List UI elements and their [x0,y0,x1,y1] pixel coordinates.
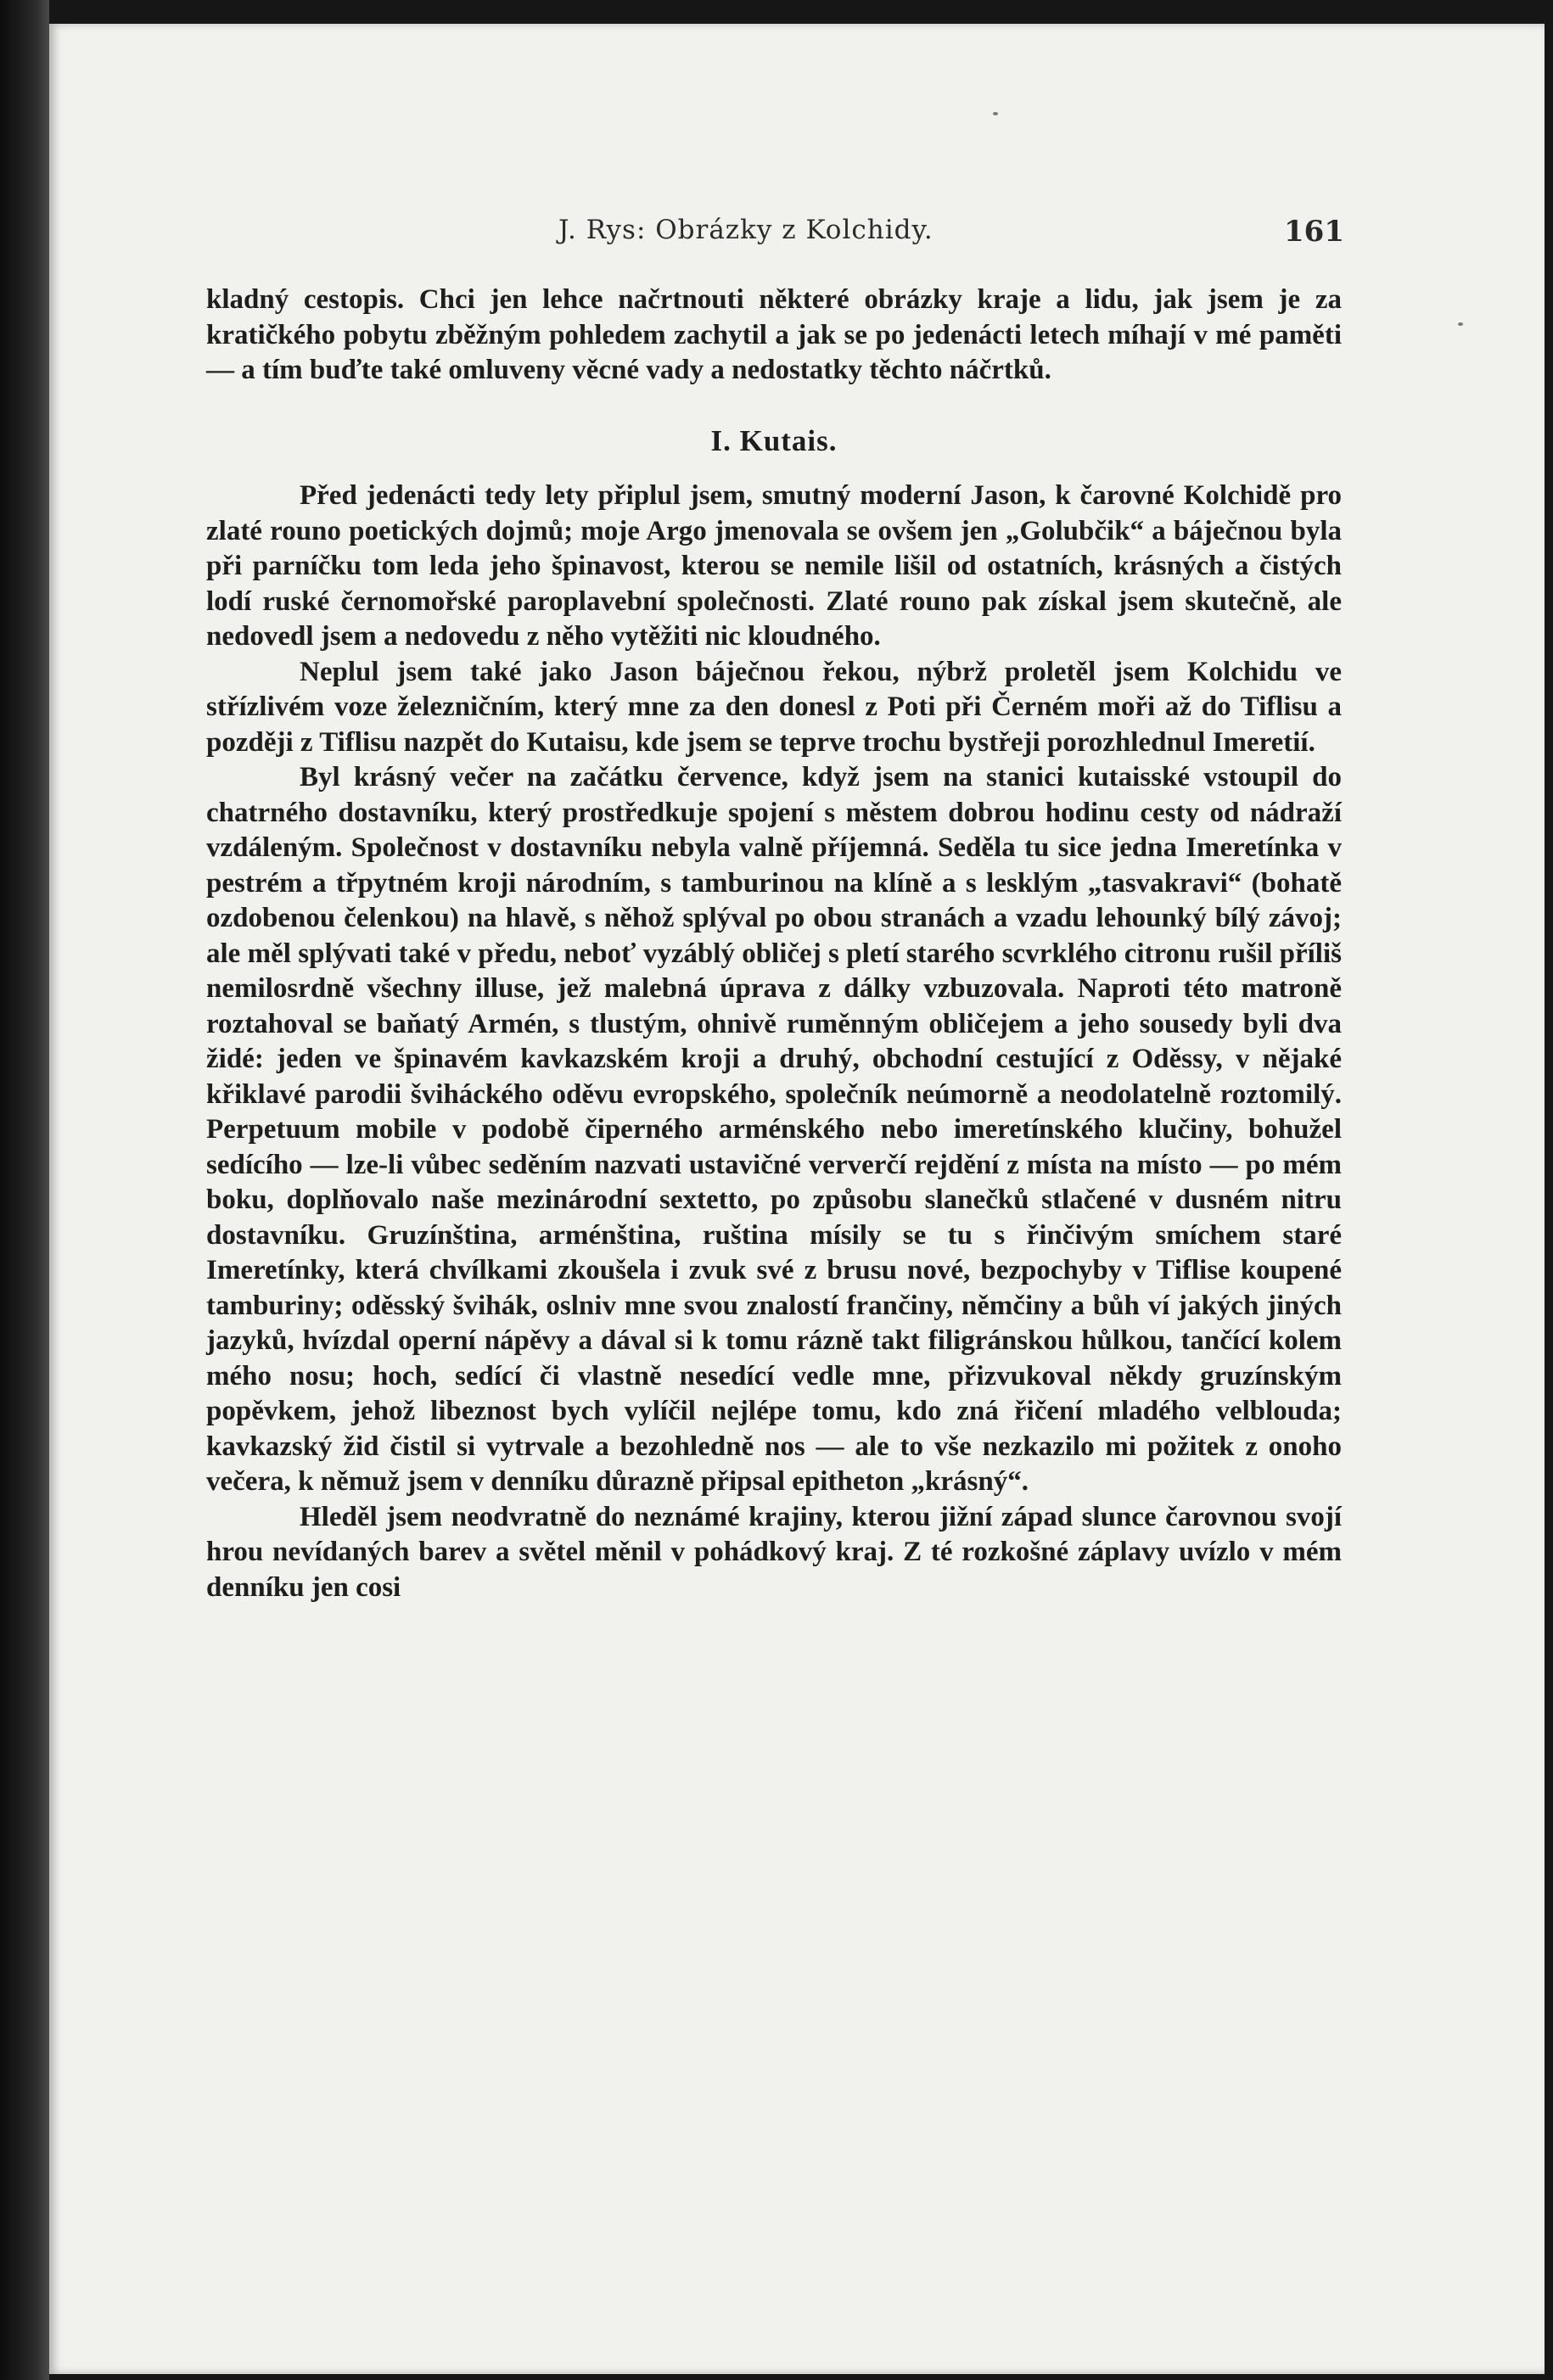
paragraph: Byl krásný večer na začátku července, když jsem na stanici kutaisské vstoupil do chatrného dostavníku, který prostředkuje spojení s městem dobrou hodinu cesty od nádraží vzdáleným. Společnost v dostavníku nebyla valně příjemná. Seděla tu sice jedna Imeretínka v pestrém a třpytném kroji národním, s tamburinou na klíně a s lesklým „tasvakravi“ (bohatě ozdobenou čelenkou) na hlavě, s něhož splýval po obou stranách a vzadu lehounký bílý závoj; ale měl splývati také v předu, neboť vyzáblý obličej s pletí starého scvrklého citronu rušil příliš nemilosrdně všechny illuse, jež malebná úprava z dálky vzbuzovala. Naproti této matroně roztahoval se baňatý Armén, s tlustým, ohnivě ruměnným obličejem a jeho sousedy byli dva židé: jeden ve špinavém kavkazském kroji a druhý, obchodní cestující z Oděssy, v nějaké křiklavé parodii šviháckého oděvu evropského, společník neúmorně a neodolatelně roztomilý. Perpetuum mobile v podobě čiperného arménského nebo imeretínského klučiny, bohužel sedícího — lze-li vůbec seděním nazvati ustavičné ververčí rejdění z místa na místo — po mém boku, doplňovalo naše mezinárodní sextetto, po způsobu slanečků stlačené v dusném nitru dostavníku. Gruzínština, arménština, ruština mísily se tu s řinčivým smíchem staré Imeretínky, která chvílkami zkoušela i zvuk své z brusu nové, bezpochyby v Tiflise koupené tamburiny; oděsský švihák, oslniv mne svou znalostí frančiny, němčiny a bůh ví jakých jiných jazyků, hvízdal operní nápěvy a dával si k tomu rázně takt filigránskou hůlkou, tančící kolem mého nosu; hoch, sedící či vlastně nesedící vedle mne, přizvukoval někdy gruzínským popěvkem, jehož libeznost bych vylíčil nejlépe tomu, kdo zná řičení mladého velblouda; kavkazský žid čistil si vytrvale a bezohledně nos — ale to vše nezkazilo mi požitek z onoho večera, k němuž jsem v denníku důrazně připsal epitheton „krásný“. [206,762,1342,1497]
section-heading: I. Kutais. [710,423,838,457]
running-title: J. Rys: Obrázky z Kolchidy. [558,215,933,245]
page-number: 161 [1284,215,1344,249]
paragraph-continued: kladný cestopis. Chci jen lehce načrtnouti některé obrázky kraje a lidu, jak jsem je za kratičkého pobytu zběžným pohledem zachytil a jak se po jedenácti letech míhají v mé paměti — a tím buďte také omluveny věcné vady a nedostatky těchto náčrtků. [206,284,1342,385]
running-head [49,189,1545,249]
body-text [206,283,1342,1605]
book-page [49,24,1545,2374]
paper-speck [1458,322,1463,326]
paragraph: Hleděl jsem neodvratně do neznámé krajiny, kterou jižní západ slunce čarovnou svojí hrou nevídaných barev a světel měnil v pohádkový kraj. Z té rozkošné záplavy uvízlo v mém denníku jen cosi [206,1501,1342,1603]
paragraph: Neplul jsem také jako Jason báječnou řekou, nýbrž proletěl jsem Kolchidu ve střízlivém voze železničním, který mne za den donesl z Poti při Černém moři až do Tiflisu a později z Tiflisu nazpět do Kutaisu, kde jsem se teprve trochu bystřeji porozhlednul Imeretií. [206,656,1342,758]
book-spine-shadow [0,0,49,2380]
paragraph: Před jedenácti tedy lety připlul jsem, smutný moderní Jason, k čarovné Kolchidě pro zlaté rouno poetických dojmů; moje Argo jmenovala se ovšem jen „Golubčik“ a báječnou byla při parníčku tom leda jeho špinavost, kterou se nemile lišil od ostatních, krásných a čistých lodí ruské černomořské paroplavební společnosti. Zlaté rouno pak získal jsem skutečně, ale nedovedl jsem a nedovedu z něho vytěžiti nic kloudného. [206,480,1342,652]
paper-speck [993,112,998,115]
